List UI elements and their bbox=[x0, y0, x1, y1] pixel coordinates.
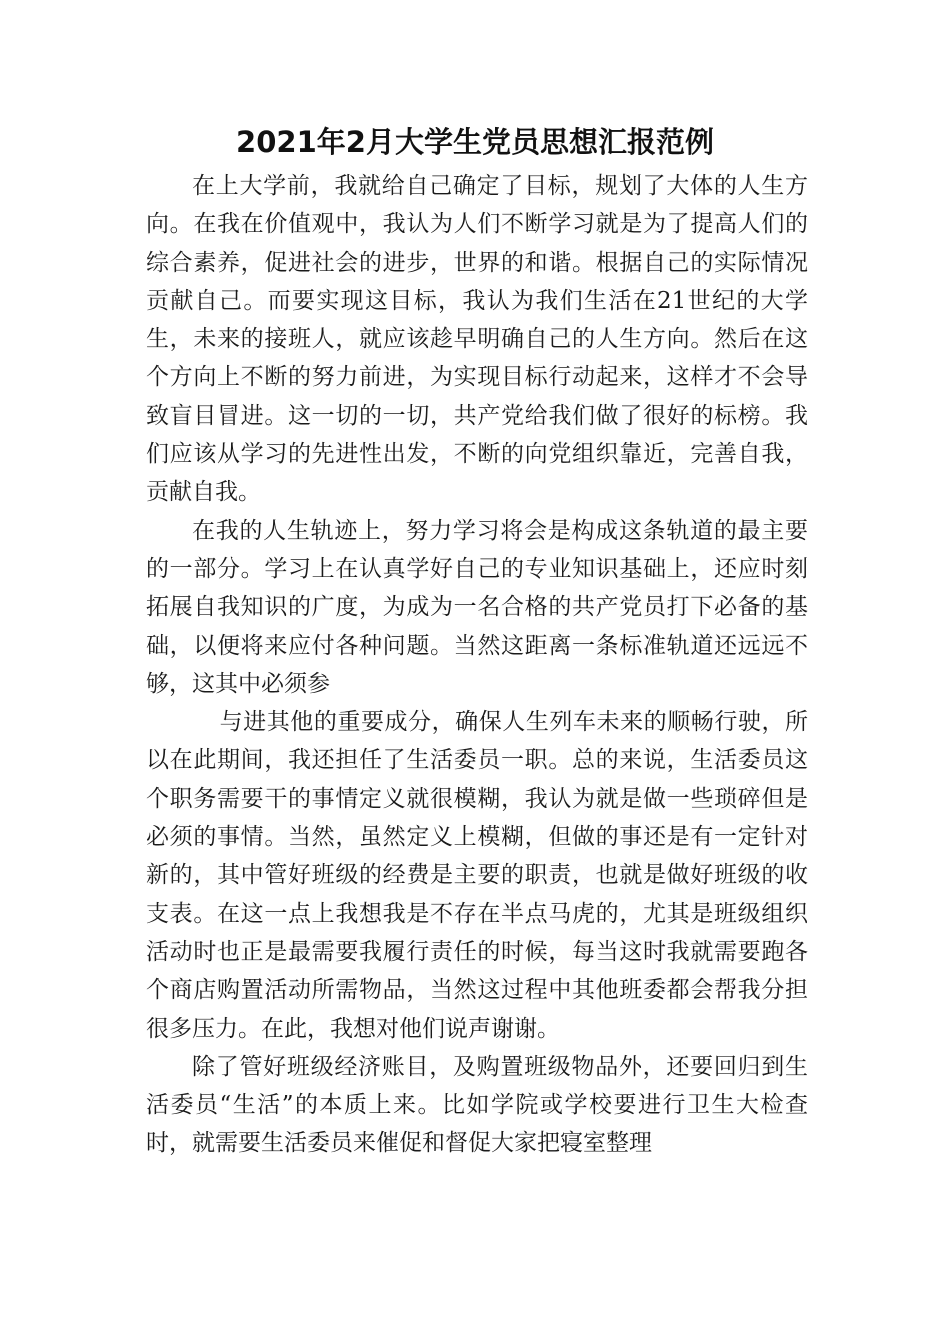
paragraph-3: 与进其他的重要成分，确保人生列车未来的顺畅行驶，所以在此期间，我还担任了生活委员一职。总的来说，生活委员这个职务需要干的事情定义就很模糊，我认为就是做一些琐碎但是必须的事情。当然，虽然定义上模糊，但做的事还是有一定针对新的，其中管好班级的经费是主要的职责，也就是做好班级的收支表。在这一点上我想我是不存在半点马虎的，尤其是班级组织活动时也正是最需要我履行责任的时候，每当这时我就需要跑各个商店购置活动所需物品，当然这过程中其他班委都会帮我分担很多压力。在此，我想对他们说声谢谢。 bbox=[146, 709, 808, 1042]
document-body bbox=[146, 167, 808, 1163]
paragraph-4: 除了管好班级经济账目，及购置班级物品外，还要回归到生活委员“生活”的本质上来。比如学院或学校要进行卫生大检查时，就需要生活委员来催促和督促大家把寝室整理 bbox=[146, 1053, 808, 1157]
paragraph-2: 在我的人生轨迹上，努力学习将会是构成这条轨道的最主要的一部分。学习上在认真学好自己的专业知识基础上，还应时刻拓展自我知识的广度，为成为一名合格的共产党员打下必备的基础，以便将来应付各种问题。当然这距离一条标准轨道还远远不够，这其中必须参 bbox=[146, 517, 808, 697]
paragraph-1: 在上大学前，我就给自己确定了目标，规划了大体的人生方向。在我在价值观中，我认为人们不断学习就是为了提高人们的综合素养，促进社会的进步，世界的和谐。根据自己的实际情况贡献自己。而要实现这目标，我认为我们生活在21世纪的大学生，未来的接班人，就应该趁早明确自己的人生方向。然后在这个方向上不断的努力前进，为实现目标行动起来，这样才不会导致盲目冒进。这一切的一切，共产党给我们做了很好的标榜。我们应该从学习的先进性出发，不断的向党组织靠近，完善自我，贡献自我。 bbox=[146, 173, 808, 506]
document-title: 2021年2月大学生党员思想汇报范例 bbox=[236, 125, 714, 159]
